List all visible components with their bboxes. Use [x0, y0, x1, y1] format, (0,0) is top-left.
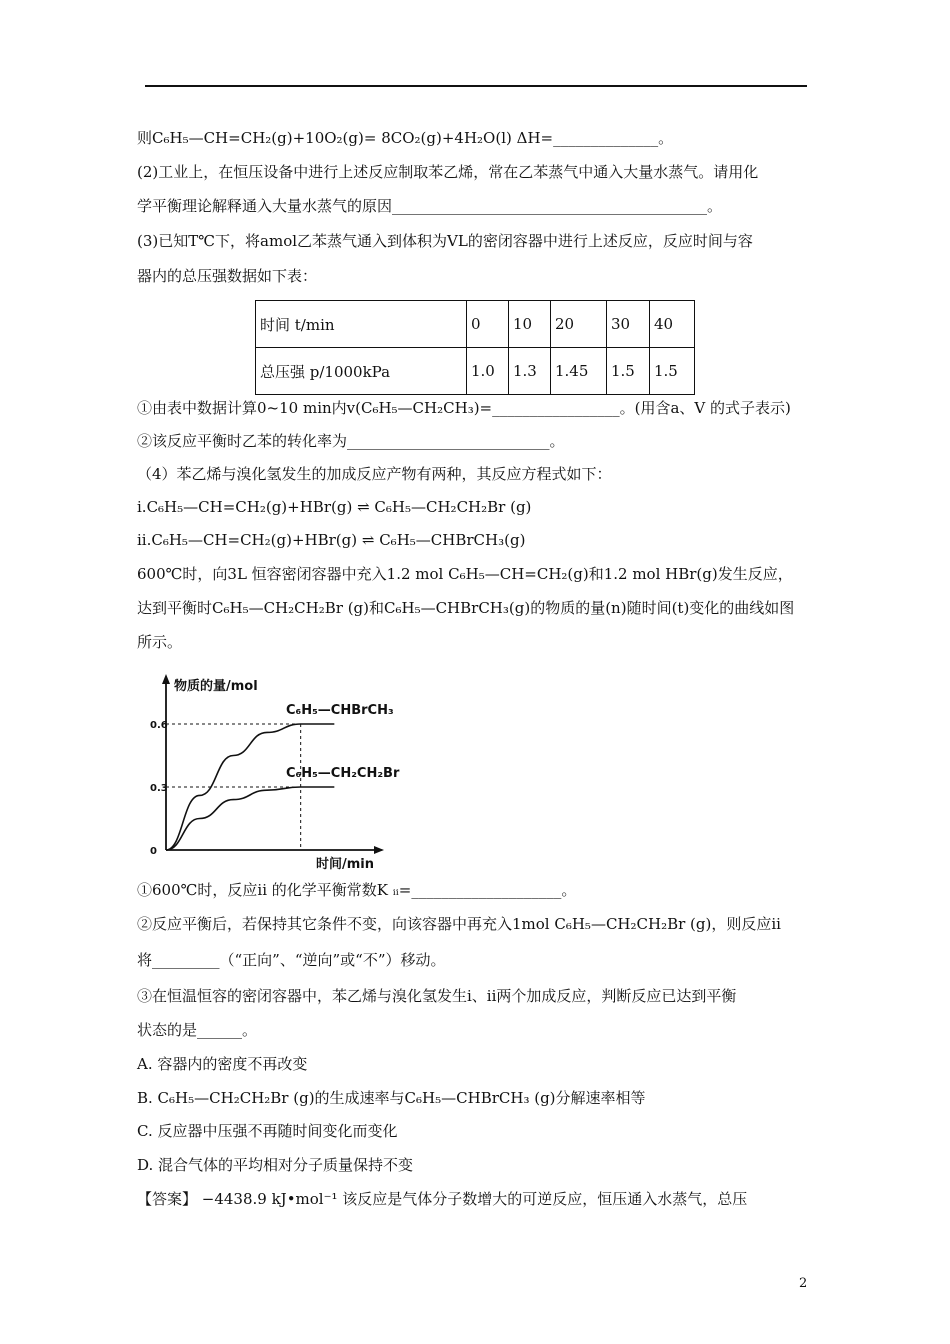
table-cell: 1.5	[650, 348, 695, 395]
text-line: （4）苯乙烯与溴化氢发生的加成反应产物有两种，其反应方程式如下：	[137, 465, 612, 483]
text-line: ii.C₆H₅—CH=CH₂(g)+HBr(g) ⇌ C₆H₅—CHBrCH₃(g)	[137, 531, 526, 549]
header-rule	[145, 85, 807, 87]
text-line: ②反应平衡后，若保持其它条件不变，向该容器中再充入1mol C₆H₅—CH₂CH₂Br (g)，则反应ii	[137, 915, 781, 933]
text-line: 则C₆H₅—CH=CH₂(g)+10O₂(g)= 8CO₂(g)+4H₂O(l) ΔH=______________。	[137, 129, 674, 147]
text-line: 将_________（“正向”、“逆向”或“不”）移动。	[137, 951, 446, 969]
table-cell: 1.5	[607, 348, 650, 395]
text-line: A. 容器内的密度不再改变	[137, 1055, 308, 1073]
text-line: 所示。	[137, 633, 183, 651]
text-line: D. 混合气体的平均相对分子质量保持不变	[137, 1156, 414, 1174]
y-axis-label: 物质的量/mol	[174, 679, 258, 694]
text-line: 【答案】 −4438.9 kJ•mol⁻¹ 该反应是气体分子数增大的可逆反应，恒压通入水蒸气，总压	[137, 1190, 748, 1208]
text-line: ③在恒温恒容的密闭容器中，苯乙烯与溴化氢发生i、ii两个加成反应，判断反应已达到平衡	[137, 987, 737, 1005]
x-axis-arrow	[374, 846, 384, 854]
text-line: 600℃时，向3L 恒容密闭容器中充入1.2 mol C₆H₅—CH=CH₂(g)和1.2 mol HBr(g)发生反应，	[137, 565, 793, 583]
y-tick-label: 0.3	[150, 783, 168, 794]
page-number: 2	[799, 1276, 808, 1291]
x-axis-label: 时间/min	[316, 857, 375, 872]
y-tick-label: 0.6	[150, 720, 168, 731]
series-line-ch2ch2br	[166, 787, 334, 850]
text-line: 状态的是______。	[137, 1021, 258, 1039]
table-cell: 0	[467, 301, 509, 348]
table-cell: 1.45	[551, 348, 607, 395]
amount-time-chart	[148, 672, 428, 872]
series-label: C₆H₅—CHBrCH₃	[286, 703, 394, 718]
text-line: 学平衡理论解释通入大量水蒸气的原因__________________________________________。	[137, 197, 723, 215]
table-cell: 1.3	[509, 348, 551, 395]
text-line: C. 反应器中压强不再随时间变化而变化	[137, 1122, 398, 1140]
text-line: i.C₆H₅—CH=CH₂(g)+HBr(g) ⇌ C₆H₅—CH₂CH₂Br (g)	[137, 498, 532, 516]
table-cell: 10	[509, 301, 551, 348]
text-line: ②该反应平衡时乙苯的转化率为___________________________。	[137, 432, 565, 450]
table-cell: 1.0	[467, 348, 509, 395]
text-line: 达到平衡时C₆H₅—CH₂CH₂Br (g)和C₆H₅—CHBrCH₃(g)的物质的量(n)随时间(t)变化的曲线如图	[137, 599, 795, 617]
pressure-table	[255, 300, 695, 395]
table-cell: 总压强 p/1000kPa	[256, 348, 467, 395]
origin-label: 0	[150, 846, 157, 857]
text-line: 器内的总压强数据如下表：	[137, 267, 318, 285]
table-cell: 时间 t/min	[256, 301, 467, 348]
text-line: ①由表中数据计算0~10 min内v(C₆H₅—CH₂CH₃)=_________________。(用含a、V 的式子表示)	[137, 399, 791, 417]
table-cell: 20	[551, 301, 607, 348]
series-label: C₆H₅—CH₂CH₂Br	[286, 766, 400, 781]
text-line: (3)已知T℃下，将amol乙苯蒸气通入到体积为VL的密闭容器中进行上述反应，反应时间与容	[137, 232, 753, 250]
text-line: ①600℃时，反应ii 的化学平衡常数K ᵢᵢ=____________________。	[137, 881, 577, 899]
table-cell: 30	[607, 301, 650, 348]
text-line: B. C₆H₅—CH₂CH₂Br (g)的生成速率与C₆H₅—CHBrCH₃ (g)分解速率相等	[137, 1089, 646, 1107]
table-cell: 40	[650, 301, 695, 348]
table-row	[256, 301, 695, 348]
table-row	[256, 348, 695, 395]
y-axis-arrow	[162, 674, 170, 684]
text-line: (2)工业上，在恒压设备中进行上述反应制取苯乙烯，常在乙苯蒸气中通入大量水蒸气。请用化	[137, 163, 759, 181]
